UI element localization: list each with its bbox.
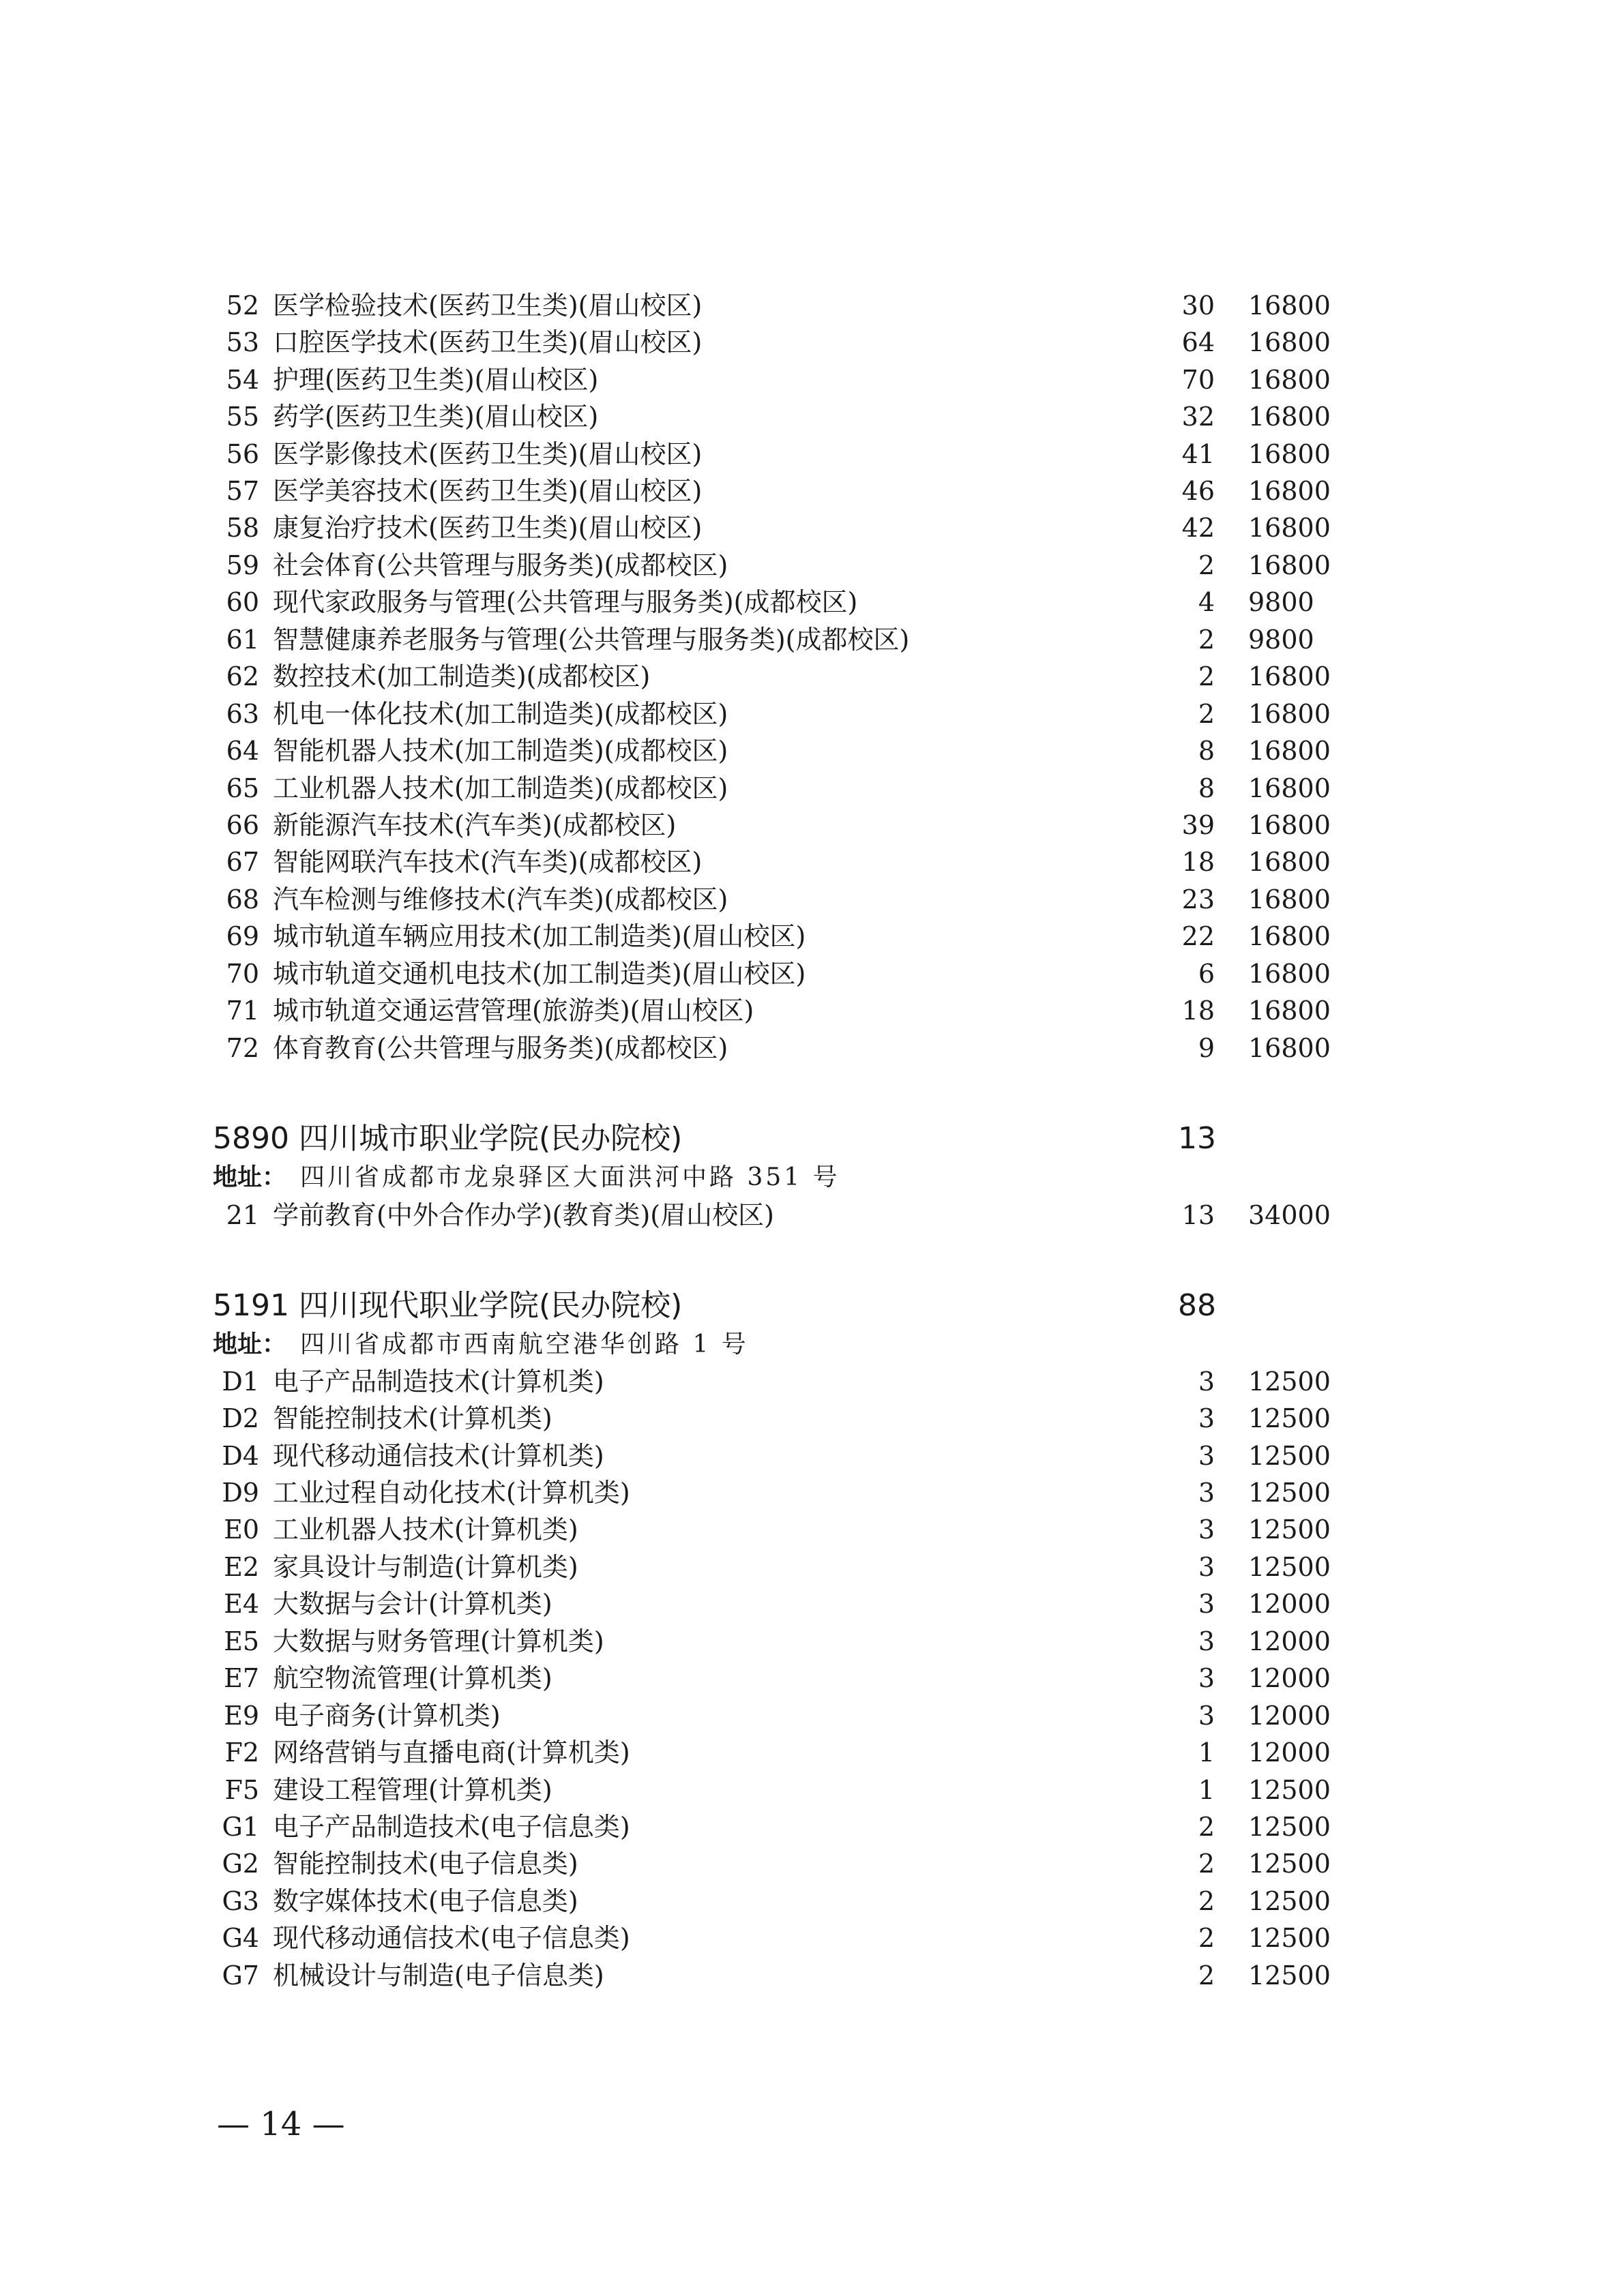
enrollment-count: 32 xyxy=(1181,402,1215,432)
program-row xyxy=(0,1883,1624,1920)
program-code: 71 xyxy=(226,996,259,1026)
enrollment-count: 2 xyxy=(1198,1923,1215,1953)
program-row xyxy=(0,1400,1624,1437)
program-row xyxy=(0,1030,1624,1067)
program-code: E4 xyxy=(224,1589,259,1619)
tuition-fee: 16800 xyxy=(1248,884,1331,914)
tuition-fee: 16800 xyxy=(1248,1033,1331,1063)
school-header xyxy=(0,1118,1624,1159)
program-code: G3 xyxy=(222,1886,259,1916)
program-name: 现代移动通信技术(计算机类) xyxy=(273,1441,604,1471)
school-name: 四川现代职业学院(民办院校) xyxy=(299,1288,683,1323)
program-name: 大数据与会计(计算机类) xyxy=(273,1589,552,1619)
program-name: 数控技术(加工制造类)(成都校区) xyxy=(273,661,651,691)
enrollment-count: 3 xyxy=(1198,1626,1215,1656)
program-name: 医学美容技术(医药卫生类)(眉山校区) xyxy=(273,476,703,506)
program-name: 大数据与财务管理(计算机类) xyxy=(273,1626,604,1656)
program-name: 口腔医学技术(医药卫生类)(眉山校区) xyxy=(273,327,703,357)
program-name: 新能源汽车技术(汽车类)(成都校区) xyxy=(273,810,677,840)
tuition-fee: 16800 xyxy=(1248,476,1331,506)
program-row xyxy=(0,1437,1624,1474)
enrollment-count: 1 xyxy=(1198,1738,1215,1768)
program-row xyxy=(0,1474,1624,1511)
page-number: — 14 — xyxy=(217,2105,345,2143)
program-row xyxy=(0,844,1624,880)
enrollment-count: 3 xyxy=(1198,1701,1215,1731)
program-row xyxy=(0,1549,1624,1585)
school-code: 5890 xyxy=(213,1121,289,1156)
tuition-fee: 12000 xyxy=(1248,1589,1331,1619)
address-label: 地址： xyxy=(213,1330,287,1358)
enrollment-count: 8 xyxy=(1198,773,1215,803)
tuition-fee: 12000 xyxy=(1248,1701,1331,1731)
address-label: 地址： xyxy=(213,1163,287,1191)
program-row xyxy=(0,547,1624,584)
program-name: 现代家政服务与管理(公共管理与服务类)(成都校区) xyxy=(273,587,858,617)
program-name: 药学(医药卫生类)(眉山校区) xyxy=(273,402,599,432)
enrollment-count: 3 xyxy=(1198,1515,1215,1545)
program-name: 城市轨道交通运营管理(旅游类)(眉山校区) xyxy=(273,996,754,1026)
program-name: 医学影像技术(医药卫生类)(眉山校区) xyxy=(273,439,703,469)
school-total-count: 88 xyxy=(1178,1288,1216,1323)
program-code: D9 xyxy=(222,1478,259,1508)
program-code: 60 xyxy=(226,587,259,617)
program-row xyxy=(0,584,1624,621)
enrollment-count: 2 xyxy=(1198,661,1215,691)
program-name: 体育教育(公共管理与服务类)(成都校区) xyxy=(273,1033,728,1063)
program-name: 智能控制技术(电子信息类) xyxy=(273,1849,578,1879)
program-code: 62 xyxy=(226,661,259,691)
enrollment-count: 42 xyxy=(1181,513,1215,543)
program-code: 70 xyxy=(226,959,259,989)
program-code: 58 xyxy=(226,513,259,543)
program-code: 57 xyxy=(226,476,259,506)
program-row xyxy=(0,918,1624,955)
enrollment-count: 23 xyxy=(1181,884,1215,914)
program-code: 69 xyxy=(226,921,259,951)
program-row xyxy=(0,1772,1624,1808)
program-name: 家具设计与制造(计算机类) xyxy=(273,1552,578,1582)
program-code: 63 xyxy=(226,699,259,729)
program-row xyxy=(0,1623,1624,1660)
program-code: 52 xyxy=(226,290,259,320)
enrollment-count: 3 xyxy=(1198,1552,1215,1582)
program-name: 机械设计与制造(电子信息类) xyxy=(273,1960,604,1991)
program-name: 工业机器人技术(计算机类) xyxy=(273,1515,578,1545)
program-name: 社会体育(公共管理与服务类)(成都校区) xyxy=(273,550,728,580)
enrollment-count: 3 xyxy=(1198,1478,1215,1508)
program-row xyxy=(0,1511,1624,1548)
enrollment-count: 2 xyxy=(1198,550,1215,580)
program-code: 21 xyxy=(226,1200,259,1230)
enrollment-count: 2 xyxy=(1198,1849,1215,1879)
program-row xyxy=(0,1197,1624,1234)
enrollment-count: 2 xyxy=(1198,1812,1215,1842)
program-name: 现代移动通信技术(电子信息类) xyxy=(273,1923,630,1953)
program-code: E7 xyxy=(224,1663,259,1693)
program-row xyxy=(0,287,1624,324)
enrollment-count: 9 xyxy=(1198,1033,1215,1063)
tuition-fee: 12000 xyxy=(1248,1626,1331,1656)
program-name: 智能控制技术(计算机类) xyxy=(273,1403,552,1433)
program-row xyxy=(0,1363,1624,1400)
program-row xyxy=(0,621,1624,658)
program-code: F5 xyxy=(224,1775,259,1805)
enrollment-count: 2 xyxy=(1198,1886,1215,1916)
tuition-fee: 16800 xyxy=(1248,365,1331,395)
program-name: 机电一体化技术(加工制造类)(成都校区) xyxy=(273,699,728,729)
program-row xyxy=(0,436,1624,473)
program-name: 电子产品制造技术(电子信息类) xyxy=(273,1812,630,1842)
program-code: 54 xyxy=(226,365,259,395)
program-row xyxy=(0,732,1624,769)
tuition-fee: 16800 xyxy=(1248,290,1331,320)
program-row xyxy=(0,807,1624,844)
program-code: E5 xyxy=(224,1626,259,1656)
program-code: 53 xyxy=(226,327,259,357)
tuition-fee: 16800 xyxy=(1248,773,1331,803)
enrollment-count: 6 xyxy=(1198,959,1215,989)
program-row xyxy=(0,1808,1624,1845)
tuition-fee: 12500 xyxy=(1248,1886,1331,1916)
enrollment-count: 13 xyxy=(1181,1200,1215,1230)
program-row xyxy=(0,992,1624,1029)
program-name: 智能机器人技术(加工制造类)(成都校区) xyxy=(273,736,728,766)
program-code: E9 xyxy=(224,1701,259,1731)
enrollment-count: 2 xyxy=(1198,625,1215,655)
program-name: 工业过程自动化技术(计算机类) xyxy=(273,1478,630,1508)
program-code: 59 xyxy=(226,550,259,580)
program-code: G2 xyxy=(222,1849,259,1879)
tuition-fee: 16800 xyxy=(1248,921,1331,951)
program-code: 72 xyxy=(226,1033,259,1063)
tuition-fee: 16800 xyxy=(1248,550,1331,580)
program-code: D1 xyxy=(222,1367,259,1397)
school-header xyxy=(0,1285,1624,1326)
tuition-fee: 16800 xyxy=(1248,996,1331,1026)
tuition-fee: 12500 xyxy=(1248,1367,1331,1397)
program-row xyxy=(0,1920,1624,1956)
tuition-fee: 16800 xyxy=(1248,327,1331,357)
program-row xyxy=(0,658,1624,695)
program-code: 64 xyxy=(226,736,259,766)
program-row xyxy=(0,398,1624,435)
tuition-fee: 12500 xyxy=(1248,1552,1331,1582)
program-code: 66 xyxy=(226,810,259,840)
program-code: E0 xyxy=(224,1515,259,1545)
program-code: 55 xyxy=(226,402,259,432)
program-name: 康复治疗技术(医药卫生类)(眉山校区) xyxy=(273,513,703,543)
tuition-fee: 9800 xyxy=(1248,587,1314,617)
program-name: 智能网联汽车技术(汽车类)(成都校区) xyxy=(273,847,703,877)
program-code: G4 xyxy=(222,1923,259,1953)
program-row xyxy=(0,1845,1624,1882)
tuition-fee: 12500 xyxy=(1248,1923,1331,1953)
tuition-fee: 16800 xyxy=(1248,699,1331,729)
program-row xyxy=(0,324,1624,361)
tuition-fee: 16800 xyxy=(1248,736,1331,766)
program-code: 68 xyxy=(226,884,259,914)
tuition-fee: 9800 xyxy=(1248,625,1314,655)
tuition-fee: 12500 xyxy=(1248,1441,1331,1471)
school-name: 四川城市职业学院(民办院校) xyxy=(299,1121,683,1156)
enrollment-count: 70 xyxy=(1181,365,1215,395)
tuition-fee: 16800 xyxy=(1248,661,1331,691)
tuition-fee: 16800 xyxy=(1248,959,1331,989)
tuition-fee: 12500 xyxy=(1248,1812,1331,1842)
program-code: G1 xyxy=(222,1812,259,1842)
tuition-fee: 12500 xyxy=(1248,1849,1331,1879)
enrollment-count: 64 xyxy=(1181,327,1215,357)
program-row xyxy=(0,361,1624,398)
program-code: 56 xyxy=(226,439,259,469)
program-name: 城市轨道交通机电技术(加工制造类)(眉山校区) xyxy=(273,959,806,989)
program-code: D2 xyxy=(222,1403,259,1433)
enrollment-count: 3 xyxy=(1198,1589,1215,1619)
tuition-fee: 16800 xyxy=(1248,402,1331,432)
program-code: G7 xyxy=(222,1960,259,1991)
enrollment-count: 18 xyxy=(1181,996,1215,1026)
program-row xyxy=(0,1585,1624,1622)
program-code: 61 xyxy=(226,625,259,655)
enrollment-count: 2 xyxy=(1198,699,1215,729)
school-address xyxy=(0,1327,1624,1362)
program-name: 城市轨道车辆应用技术(加工制造类)(眉山校区) xyxy=(273,921,806,951)
enrollment-count: 4 xyxy=(1198,587,1215,617)
tuition-fee: 16800 xyxy=(1248,439,1331,469)
school-address xyxy=(0,1160,1624,1195)
program-row xyxy=(0,473,1624,509)
enrollment-count: 3 xyxy=(1198,1441,1215,1471)
program-code: 67 xyxy=(226,847,259,877)
tuition-fee: 12500 xyxy=(1248,1403,1331,1433)
tuition-fee: 34000 xyxy=(1248,1200,1331,1230)
tuition-fee: 12500 xyxy=(1248,1515,1331,1545)
enrollment-count: 2 xyxy=(1198,1960,1215,1991)
enrollment-count: 3 xyxy=(1198,1663,1215,1693)
program-code: D4 xyxy=(222,1441,259,1471)
program-name: 护理(医药卫生类)(眉山校区) xyxy=(273,365,599,395)
program-row xyxy=(0,696,1624,732)
enrollment-count: 18 xyxy=(1181,847,1215,877)
program-row xyxy=(0,881,1624,918)
program-name: 电子产品制造技术(计算机类) xyxy=(273,1367,604,1397)
program-name: 航空物流管理(计算机类) xyxy=(273,1663,552,1693)
program-name: 智慧健康养老服务与管理(公共管理与服务类)(成都校区) xyxy=(273,625,910,655)
tuition-fee: 12500 xyxy=(1248,1960,1331,1991)
tuition-fee: 12500 xyxy=(1248,1775,1331,1805)
program-code: E2 xyxy=(224,1552,259,1582)
school-total-count: 13 xyxy=(1178,1121,1216,1156)
program-name: 医学检验技术(医药卫生类)(眉山校区) xyxy=(273,290,703,320)
program-code: 65 xyxy=(226,773,259,803)
program-name: 网络营销与直播电商(计算机类) xyxy=(273,1738,630,1768)
program-name: 学前教育(中外合作办学)(教育类)(眉山校区) xyxy=(273,1200,774,1230)
program-row xyxy=(0,1734,1624,1771)
tuition-fee: 16800 xyxy=(1248,810,1331,840)
program-row xyxy=(0,955,1624,992)
tuition-fee: 16800 xyxy=(1248,847,1331,877)
program-code: F2 xyxy=(224,1738,259,1768)
program-name: 电子商务(计算机类) xyxy=(273,1701,501,1731)
school-code: 5191 xyxy=(213,1288,289,1323)
enrollment-count: 3 xyxy=(1198,1367,1215,1397)
enrollment-count: 46 xyxy=(1181,476,1215,506)
tuition-fee: 12000 xyxy=(1248,1738,1331,1768)
enrollment-count: 39 xyxy=(1181,810,1215,840)
program-row xyxy=(0,509,1624,546)
program-name: 工业机器人技术(加工制造类)(成都校区) xyxy=(273,773,728,803)
enrollment-count: 41 xyxy=(1181,439,1215,469)
program-row xyxy=(0,1697,1624,1734)
tuition-fee: 16800 xyxy=(1248,513,1331,543)
program-row xyxy=(0,1660,1624,1697)
enrollment-count: 8 xyxy=(1198,736,1215,766)
enrollment-count: 3 xyxy=(1198,1403,1215,1433)
program-name: 汽车检测与维修技术(汽车类)(成都校区) xyxy=(273,884,728,914)
program-row xyxy=(0,770,1624,807)
address-text: 四川省成都市西南航空港华创路 1 号 xyxy=(300,1330,749,1358)
enrollment-count: 22 xyxy=(1181,921,1215,951)
tuition-fee: 12000 xyxy=(1248,1663,1331,1693)
enrollment-count: 30 xyxy=(1181,290,1215,320)
program-row xyxy=(0,1957,1624,1994)
program-name: 建设工程管理(计算机类) xyxy=(273,1775,552,1805)
tuition-fee: 12500 xyxy=(1248,1478,1331,1508)
program-name: 数字媒体技术(电子信息类) xyxy=(273,1886,578,1916)
address-text: 四川省成都市龙泉驿区大面洪河中路 351 号 xyxy=(300,1163,840,1191)
enrollment-count: 1 xyxy=(1198,1775,1215,1805)
